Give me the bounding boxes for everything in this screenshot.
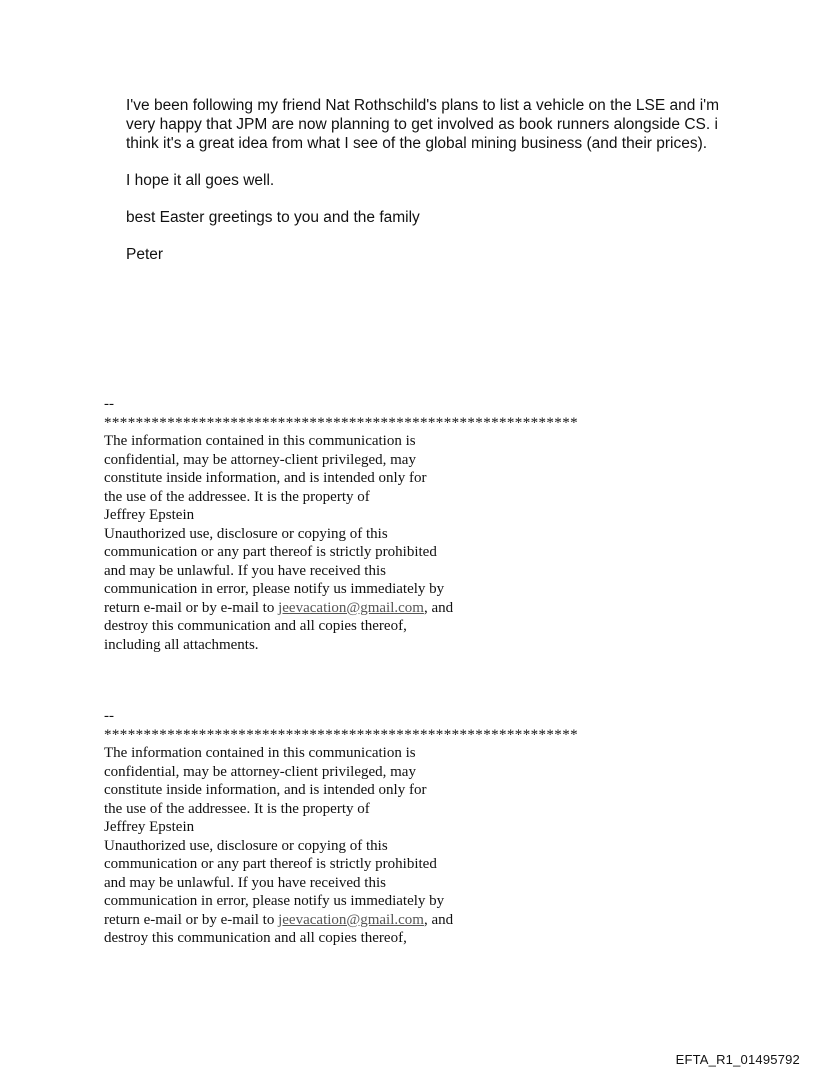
notice-email-line [104, 911, 624, 930]
email-body [126, 96, 746, 282]
notice-line: Jeffrey Epstein [104, 507, 195, 523]
notice-email-line [104, 599, 624, 618]
confidentiality-notice-2 [104, 707, 624, 948]
notice-line: the use of the addressee. It is the property of [104, 800, 370, 817]
signature-stars: ************************************************************ [104, 414, 578, 431]
notice-line: communication or any part thereof is strictly prohibited [104, 544, 437, 560]
body-paragraph-3: best Easter greetings to you and the family [126, 209, 420, 226]
notice-line: confidential, may be attorney-client privileged, may [104, 763, 416, 780]
sender-signoff: Peter [126, 246, 164, 263]
signature-dash: -- [104, 396, 114, 412]
email-prefix: return e-mail or by e-mail to [104, 911, 279, 928]
notice-line: and may be unlawful. If you have received this [104, 874, 386, 891]
email-link[interactable]: jeevacation@gmail.com [278, 911, 424, 928]
email-link[interactable]: jeevacation@gmail.com [278, 599, 424, 616]
notice-line: constitute inside information, and is intended only for [104, 782, 427, 798]
notice-line: Unauthorized use, disclosure or copying of this [104, 837, 388, 854]
document-id: EFTA_R1_01495792 [675, 1052, 800, 1067]
notice-line: communication in error, please notify us immediately by [104, 893, 445, 909]
email-suffix: , and [423, 599, 454, 616]
notice-line: including all attachments. [104, 636, 259, 653]
email-suffix: , and [423, 911, 454, 928]
signature-dash: -- [104, 708, 114, 724]
notice-line: destroy this communication and all copies thereof, [104, 930, 407, 946]
body-paragraph-1: I've been following my friend Nat Rothschild's plans to list a vehicle on the LSE and i'm very happy that JPM are now planning to get involved as book runners alongside CS. i think it's a great idea from what I see of the global mining business (and their prices). [126, 97, 720, 152]
notice-line: and may be unlawful. If you have received this [104, 562, 386, 579]
confidentiality-notice-1 [104, 395, 624, 654]
notice-line: The information contained in this communication is [104, 433, 416, 449]
notice-line: confidential, may be attorney-client privileged, may [104, 451, 416, 468]
email-prefix: return e-mail or by e-mail to [104, 599, 279, 616]
notice-line: The information contained in this communication is [104, 745, 416, 761]
signature-stars: ************************************************************ [104, 726, 578, 743]
notice-line: constitute inside information, and is intended only for [104, 470, 427, 486]
notice-line: the use of the addressee. It is the property of [104, 488, 370, 505]
notice-line: Jeffrey Epstein [104, 819, 195, 835]
notice-line: communication or any part thereof is strictly prohibited [104, 856, 437, 872]
body-paragraph-2: I hope it all goes well. [126, 172, 275, 189]
notice-line: Unauthorized use, disclosure or copying of this [104, 525, 388, 542]
notice-line: destroy this communication and all copies thereof, [104, 618, 407, 634]
notice-line: communication in error, please notify us immediately by [104, 581, 445, 597]
